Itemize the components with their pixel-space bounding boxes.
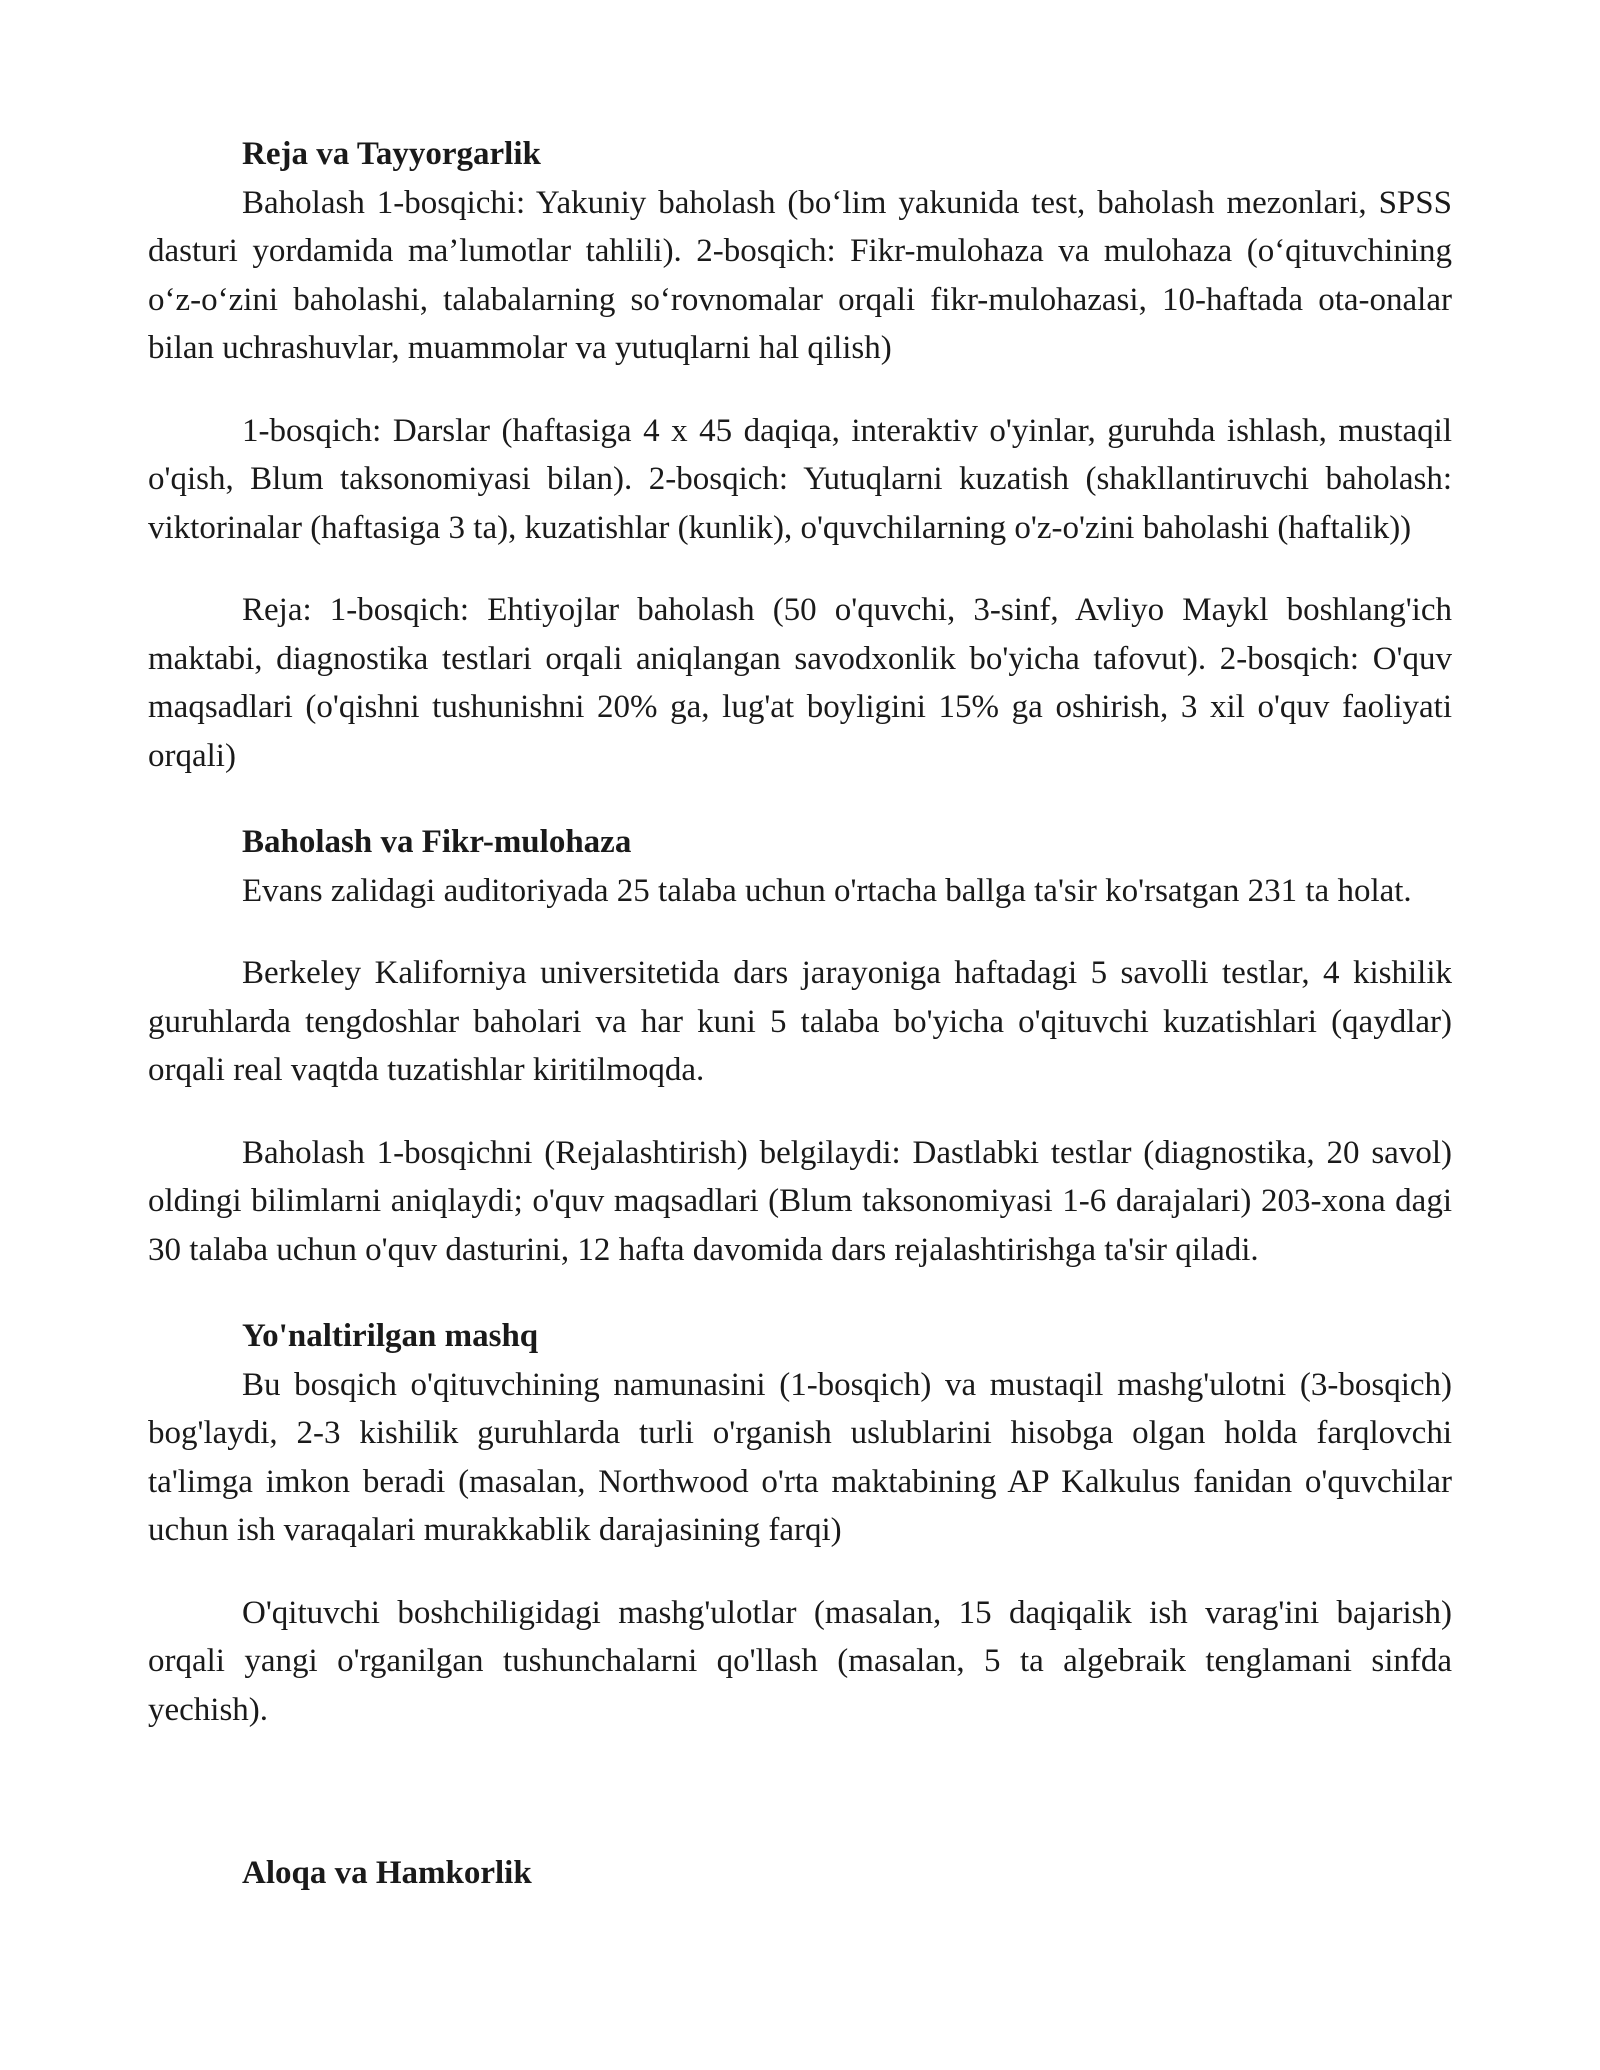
paragraph: Bu bosqich o'qituvchining namunasini (1-bosqich) va mustaqil mashg'ulotni (3-bosqich) bog'laydi, 2-3 kishilik guruhlarda turli o'rganish uslublarini hisobga olgan holda farqlovchi ta'limga imkon beradi (masalan, Northwood o'rta maktabining AP Kalkulus fanidan o'quvchilar uchun ish varaqalari murakkablik darajasining farqi) (148, 1366, 1452, 1548)
section-heading: Yo'naltirilgan mashq (242, 1318, 539, 1354)
paragraph: Berkeley Kaliforniya universitetida dars jarayoniga haftadagi 5 savolli testlar, 4 kishilik guruhlarda tengdoshlar baholari va har kuni 5 talaba bo'yicha o'qituvchi kuzatishlari (qaydlar) orqali real vaqtda tuzatishlar kiritilmoqda. (148, 955, 1452, 1088)
paragraph: 1-bosqich: Darslar (haftasiga 4 x 45 daqiqa, interaktiv o'yinlar, guruhda ishlash, mustaqil o'qish, Blum taksonomiyasi bilan). 2-bosqich: Yutuqlarni kuzatish (shakllantiruvchi baholash: viktorinalar (haftasiga 3 ta), kuzatishlar (kunlik), o'quvchilarning o'z-o'zini baholashi (haftalik)) (148, 412, 1452, 546)
document-page (148, 130, 1452, 1898)
paragraph: Baholash 1-bosqichni (Rejalashtirish) belgilaydi: Dastlabki testlar (diagnostika, 20 savol) oldingi bilimlarni aniqlaydi; o'quv maqsadlari (Blum taksonomiyasi 1-6 darajalari) 203-xona dagi 30 talaba uchun o'quv dasturini, 12 hafta davomida dars rejalashtirishga ta'sir qiladi. (148, 1134, 1452, 1268)
section-heading: Baholash va Fikr-mulohaza (242, 824, 632, 860)
section-heading: Aloqa va Hamkorlik (242, 1855, 532, 1891)
paragraph: O'qituvchi boshchiligidagi mashg'ulotlar (masalan, 15 daqiqalik ish varag'ini bajarish) orqali yangi o'rganilgan tushunchalarni qo'llash (masalan, 5 ta algebraik tenglamani sinfda yechish). (148, 1594, 1452, 1728)
paragraph: Evans zalidagi auditoriyada 25 talaba uchun o'rtacha ballga ta'sir ko'rsatgan 231 ta holat. (242, 872, 1412, 909)
section-aloqa-va-hamkorlik (148, 1849, 1452, 1898)
section-baholash-va-fikr-mulohaza (148, 818, 1452, 1274)
section-yonaltirilgan-mashq (148, 1312, 1452, 1734)
section-heading: Reja va Tayyorgarlik (242, 136, 541, 172)
section-reja-va-tayyorgarlik (148, 130, 1452, 780)
paragraph: Baholash 1-bosqichi: Yakuniy baholash (bo‘lim yakunida test, baholash mezonlari, SPSS dasturi yordamida ma’lumotlar tahlili). 2-bosqich: Fikr-mulohaza va mulohaza (o‘qituvchining o‘z-o‘zini baholashi, talabalarning so‘rovnomalar orqali fikr-mulohazasi, 10-haftada ota-onalar bilan uchrashuvlar, muammolar va yutuqlarni hal qilish) (148, 184, 1452, 366)
paragraph: Reja: 1-bosqich: Ehtiyojlar baholash (50 o'quvchi, 3-sinf, Avliyo Maykl boshlang'ich maktabi, diagnostika testlari orqali aniqlangan savodxonlik bo'yicha tafovut). 2-bosqich: O'quv maqsadlari (o'qishni tushunishni 20% ga, lug'at boyligini 15% ga oshirish, 3 xil o'quv faoliyati orqali) (148, 592, 1452, 774)
